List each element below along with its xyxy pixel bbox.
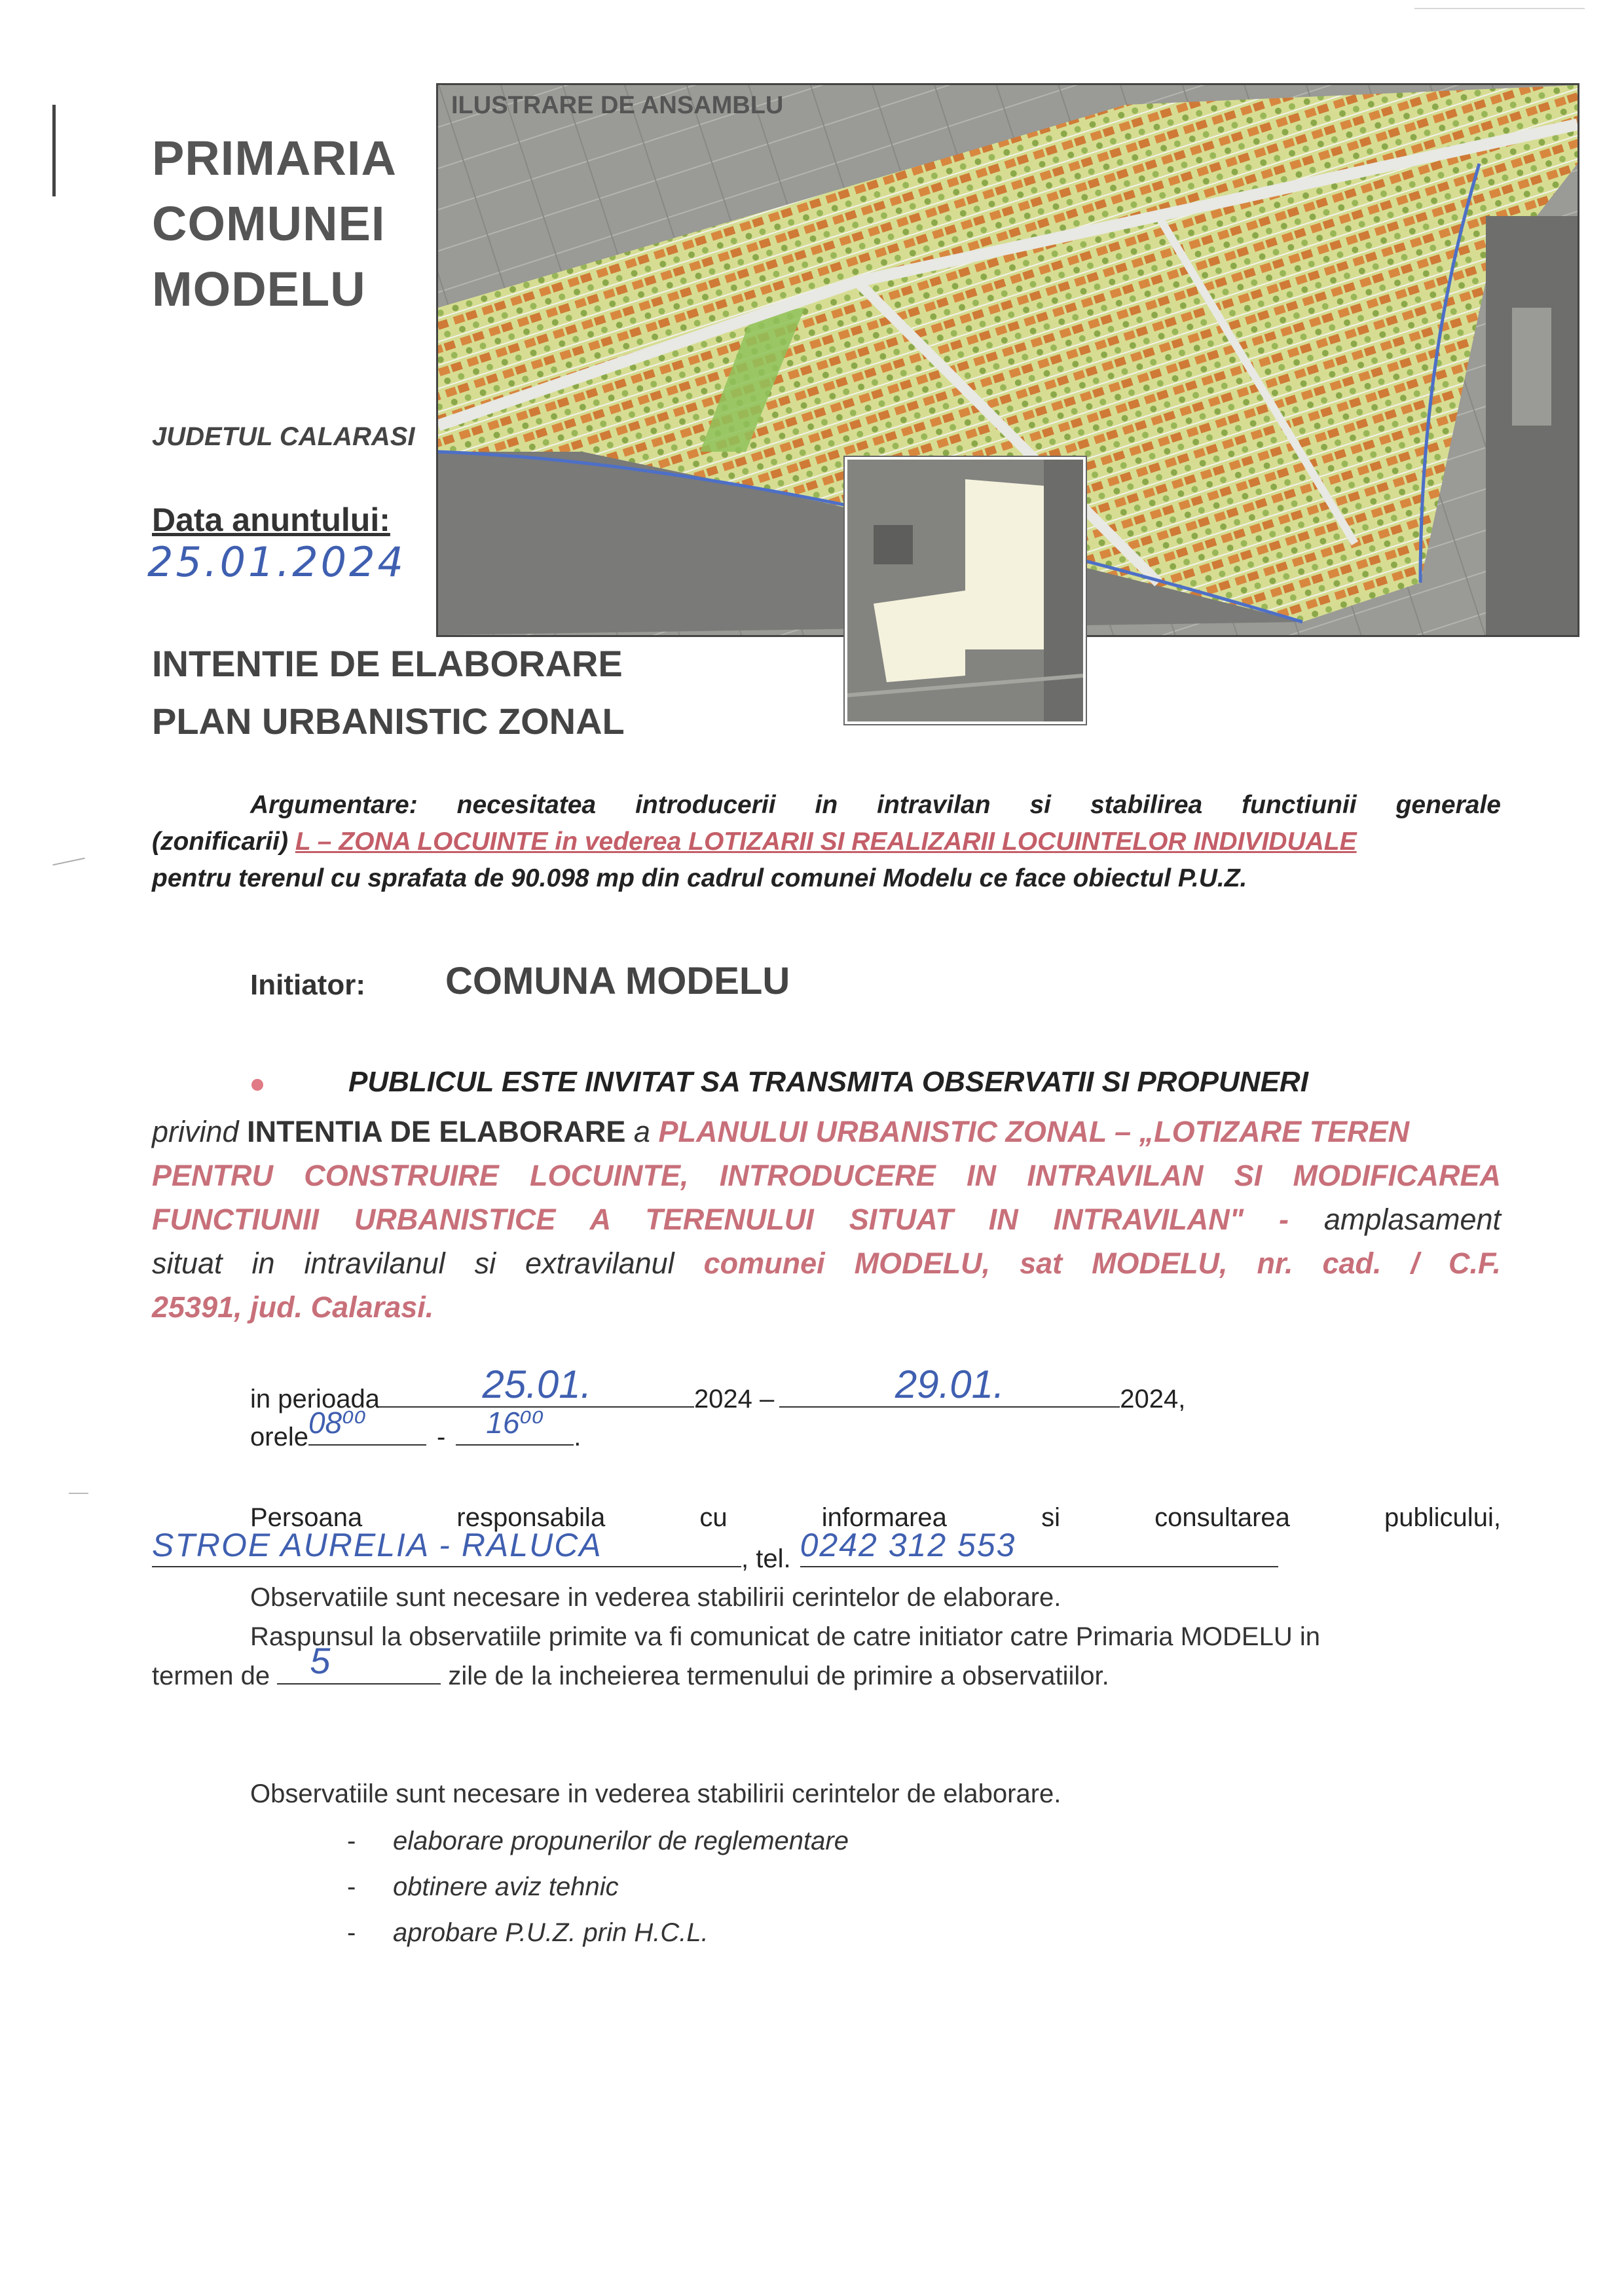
location-line-2: 25391, jud. Calarasi.: [152, 1290, 434, 1324]
argumentation-line-1: Argumentare: necesitatea introducerii in intravilan si stabilirea functiunii generale: [250, 791, 1501, 819]
amplasament-text: amplasament: [1288, 1203, 1502, 1236]
scan-mark: [52, 858, 84, 866]
plan-title-line-3: FUNCTIUNII URBANISTICE A TERENULUI SITUAT IN INTRAVILAN" -: [152, 1203, 1289, 1236]
heading-line-3: MODELU: [152, 262, 366, 316]
list-item-text: aprobare P.U.Z. prin H.C.L.: [393, 1918, 709, 1947]
invitation-paragraph: [152, 1110, 1501, 1329]
term-rest: zile de la incheierea termenului de primire a observatiilor.: [448, 1662, 1109, 1690]
resp-word-7: publicului,: [1384, 1503, 1501, 1532]
list-dash: -: [347, 1918, 356, 1947]
title-line-2: PLAN URBANISTIC ZONAL: [152, 701, 625, 742]
final-intro: Observatiile sunt necesare in vederea stabilirii cerintelor de elaborare.: [250, 1779, 1061, 1808]
list-dash: -: [347, 1827, 356, 1855]
response-term-row: [152, 1640, 1109, 1696]
hours-start-field: [308, 1406, 426, 1446]
term-days-field: [277, 1640, 441, 1685]
list-item: [347, 1918, 849, 1964]
resp-word-4: informarea: [821, 1503, 947, 1532]
announcement-date-handwritten: 25.01.2024: [147, 538, 406, 586]
responsible-name-handwritten: STROE AURELIA - RALUCA: [152, 1527, 602, 1563]
title-line-1: INTENTIE DE ELABORARE: [152, 643, 623, 684]
heading-line-1: PRIMARIA: [152, 131, 397, 185]
observations-line-1: Observatiile sunt necesare in vederea stabilirii cerintelor de elaborare.: [250, 1583, 1061, 1612]
bullet-icon: [251, 1079, 263, 1091]
period-year-2: 2024,: [1120, 1385, 1186, 1413]
period-year-1: 2024 –: [693, 1385, 775, 1413]
location-line-1: comunei MODELU, sat MODELU, nr. cad. / C.F.: [703, 1247, 1501, 1280]
requirements-list: [347, 1827, 849, 1964]
argumentation-line-2: [152, 824, 1501, 860]
margin-mark: [52, 105, 56, 196]
argumentation-paragraph: [152, 787, 1501, 897]
invitation-headline: PUBLICUL ESTE INVITAT SA TRANSMITA OBSERVATII SI PROPUNERI: [348, 1066, 1308, 1098]
hours-separator: -: [436, 1423, 446, 1451]
resp-word-2: responsabila: [456, 1503, 606, 1532]
plan-title-line-2: PENTRU CONSTRUIRE LOCUINTE, INTRODUCERE IN INTRAVILAN SI MODIFICAREA: [152, 1159, 1501, 1192]
period-end-field: [779, 1362, 1120, 1408]
initiator-label: Initiator:: [250, 969, 365, 1001]
hours-label: orele: [250, 1423, 308, 1451]
tel-handwritten: 0242 312 553: [800, 1527, 1016, 1563]
list-item: [347, 1872, 849, 1918]
tel-label: , tel.: [741, 1544, 791, 1573]
hours-end-handwritten: 16⁰⁰: [486, 1406, 544, 1440]
hours-end-field: [456, 1406, 574, 1446]
invitation-line-3: [152, 1197, 1501, 1241]
term-days-handwritten: 5: [310, 1640, 331, 1681]
term-label: termen de: [152, 1662, 270, 1690]
hours-end-dot: .: [574, 1423, 581, 1451]
page-title: [152, 126, 397, 322]
period-start-handwritten: 25.01.: [482, 1362, 592, 1406]
list-dash: -: [347, 1872, 356, 1901]
announcement-date-label: Data anuntului:: [152, 501, 390, 538]
responsible-name-field: [152, 1527, 741, 1567]
a-text: a: [625, 1115, 659, 1148]
argumentation-line-3: pentru terenul cu sprafata de 90.098 mp din cadrul comunei Modelu ce face obiectul P.U.Z.: [152, 864, 1247, 892]
resp-word-6: consultarea: [1154, 1503, 1290, 1532]
heading-line-2: COMUNEI: [152, 196, 386, 251]
inset-map-graphic: [847, 460, 1083, 721]
observations-line-2: Raspunsul la observatiile primite va fi comunicat de catre initiator catre Primaria MODELU in: [250, 1622, 1320, 1651]
county-label: JUDETUL CALARASI: [152, 422, 415, 451]
scan-artifact-line: [1414, 8, 1585, 9]
zoning-highlight: L – ZONA LOCUINTE in vederea LOTIZARII SI REALIZARII LOCUINTELOR INDIVIDUALE: [295, 828, 1357, 856]
period-label: in perioada: [250, 1385, 380, 1413]
responsible-row-2: [152, 1527, 1278, 1577]
site-map-inset: [845, 457, 1086, 724]
scan-mark-2: [69, 1493, 88, 1494]
privind-text: privind: [152, 1115, 248, 1148]
list-item-text: obtinere aviz tehnic: [393, 1872, 619, 1901]
plan-title-line-1: PLANULUI URBANISTIC ZONAL – „LOTIZARE TEREN: [658, 1115, 1410, 1148]
list-item-text: elaborare propunerilor de reglementare: [393, 1827, 849, 1855]
invitation-line-1: [152, 1110, 1501, 1154]
hours-row: [250, 1406, 581, 1456]
situat-text: situat in intravilanul si extravilanul: [152, 1247, 704, 1280]
initiator-value: COMUNA MODELU: [445, 960, 790, 1002]
period-end-handwritten: 29.01.: [895, 1362, 1005, 1406]
illustration-caption: ILUSTRARE DE ANSAMBLU: [451, 92, 784, 119]
resp-word-1: Persoana: [250, 1503, 363, 1532]
argumentation-prefix: (zonificarii): [152, 828, 295, 856]
intentia-text: INTENTIA DE ELABORARE: [247, 1115, 626, 1148]
resp-word-3: cu: [699, 1503, 728, 1532]
hours-start-handwritten: 08⁰⁰: [308, 1406, 366, 1440]
document-title: [152, 635, 625, 750]
invitation-line-4: [152, 1241, 1501, 1285]
list-item: [347, 1827, 849, 1872]
resp-word-5: si: [1041, 1503, 1060, 1532]
tel-field: [800, 1527, 1278, 1567]
